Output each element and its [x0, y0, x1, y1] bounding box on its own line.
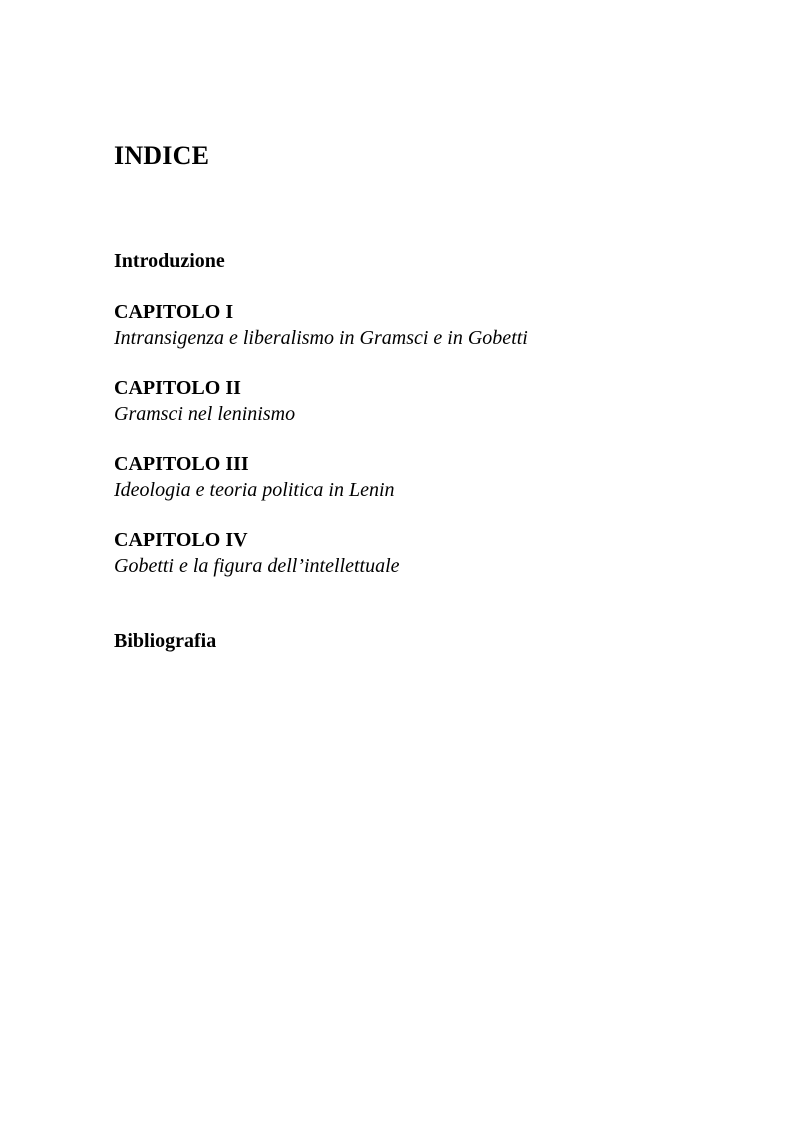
chapter-1-heading: CAPITOLO I	[114, 301, 234, 323]
chapter-3-heading: CAPITOLO III	[114, 453, 249, 475]
chapter-3-subtitle: Ideologia e teoria politica in Lenin	[114, 479, 395, 501]
toc-entry-introduction	[114, 249, 225, 273]
toc-entry-chapter-1	[114, 300, 528, 350]
toc-entry-chapter-3	[114, 452, 395, 502]
introduction-heading: Introduzione	[114, 250, 225, 272]
chapter-4-subtitle: Gobetti e la figura dell’intellettuale	[114, 555, 400, 577]
chapter-1-subtitle: Intransigenza e liberalismo in Gramsci e in Gobetti	[114, 327, 528, 349]
toc-entry-chapter-2	[114, 376, 295, 426]
chapter-2-subtitle: Gramsci nel leninismo	[114, 403, 296, 425]
toc-entry-bibliography	[114, 629, 216, 653]
chapter-4-heading: CAPITOLO IV	[114, 529, 248, 551]
chapter-2-heading: CAPITOLO II	[114, 377, 241, 399]
page-title: INDICE	[114, 141, 210, 170]
toc-entry-chapter-4	[114, 528, 400, 578]
bibliography-heading: Bibliografia	[114, 630, 217, 652]
